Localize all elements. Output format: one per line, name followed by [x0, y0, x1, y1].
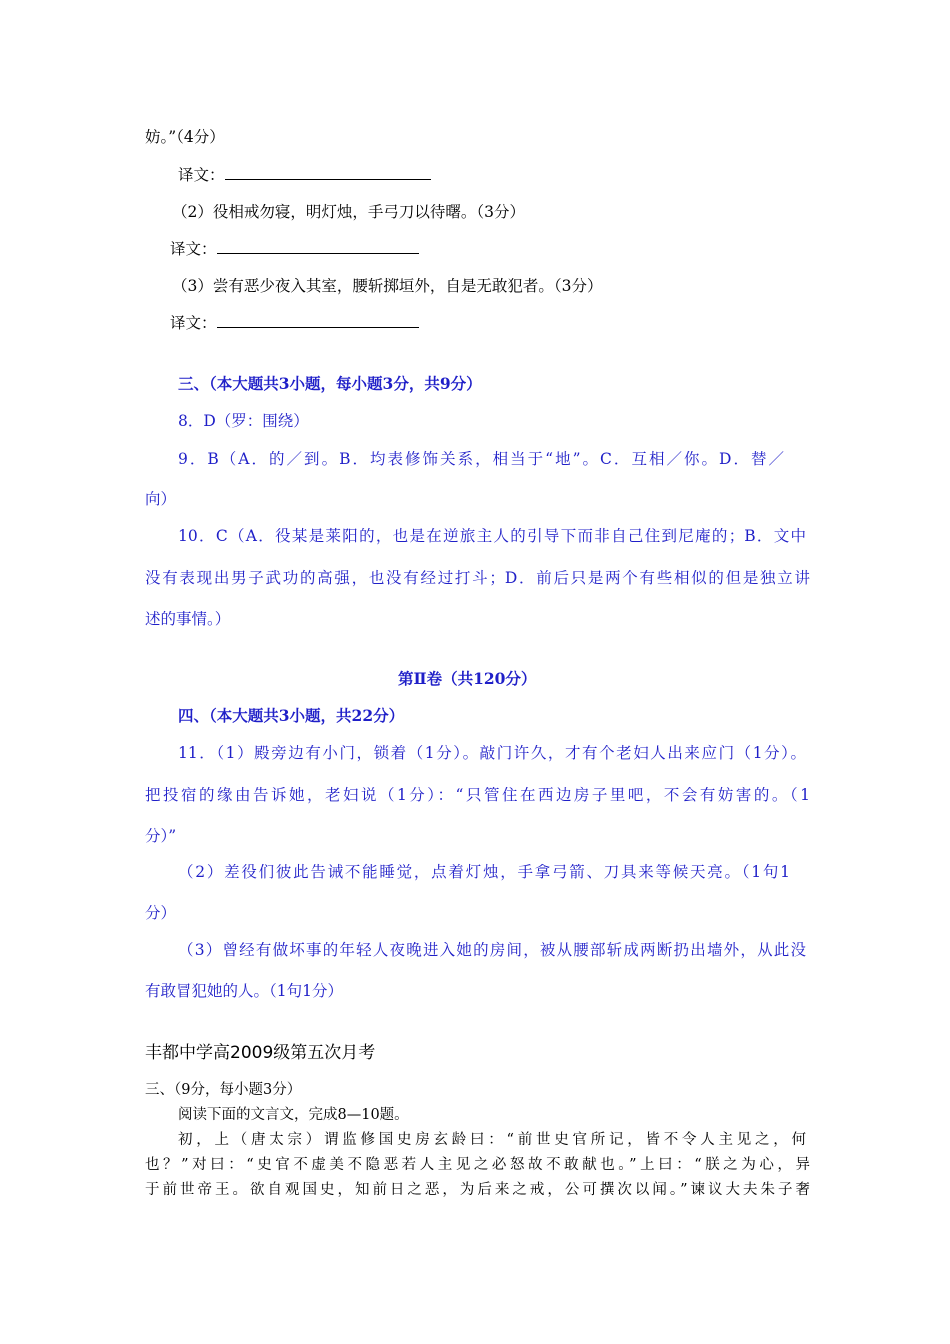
question-7-2: （2）役相戒勿寝，明灯烛，手弓刀以待曙。（3分）	[172, 203, 525, 221]
q7-tail-text: 妨。”（4分）	[145, 128, 225, 146]
passage-line-1: 初，上（唐太宗）谓监修国史房玄龄曰：“前世史官所记，皆不令人主见之，何	[178, 1132, 806, 1148]
answers-section-4-heading: 四、（本大题共3小题，共22分）	[178, 706, 405, 725]
part-2-title: 第Ⅱ卷（共120分）	[398, 669, 537, 688]
answer-11-3-line-1: （3）曾经有做坏事的年轻人夜晚进入她的房间，被从腰部斩成两断扔出墙外，从此没	[178, 941, 806, 959]
passage-line-2: 也？”对曰：“史官不虚美不隐恶若人主见之必怒故不敢献也。”上曰：“朕之为心，异	[145, 1157, 810, 1173]
translation-label: 译文：	[178, 166, 225, 184]
question-7-3: （3）尝有恶少夜入其室，腰斩掷垣外，自是无敢犯者。（3分）	[172, 277, 603, 295]
answer-10-line-1: 10．C（A．役某是莱阳的，也是在逆旅主人的引导下而非自己住到尼庵的；B．文中	[178, 527, 806, 545]
translation-label: 译文：	[170, 314, 217, 332]
answer-11-1-line-3: 分）”	[145, 827, 177, 845]
answer-11-2-line-2: 分）	[145, 904, 177, 922]
answer-11-1-line-2: 把投宿的缘由告诉她，老妇说（1分）：“只管住在西边房子里吧，不会有妨害的。（1	[145, 786, 810, 804]
exam-section-3-heading: 三、（9分，每小题3分）	[145, 1082, 302, 1098]
answer-9-line-1: 9．B（A．的／到。B．均表修饰关系，相当于“地”。C．互相／你。D．替／	[178, 450, 784, 468]
translation-label: 译文：	[170, 240, 217, 258]
translation-line-3	[170, 313, 419, 333]
passage-line-3: 于前世帝王。欲自观国史，知前日之恶，为后来之戒，公可撰次以闻。”谏议大夫朱子奢	[145, 1182, 810, 1198]
translation-line-2	[170, 239, 419, 259]
answer-11-3-line-2: 有敢冒犯她的人。（1句1分）	[145, 982, 343, 1000]
answer-10-line-2: 没有表现出男子武功的高强，也没有经过打斗；D．前后只是两个有些相似的但是独立讲	[145, 569, 810, 587]
answer-10-line-3: 述的事情。）	[145, 610, 231, 628]
answer-8: 8．D（罗：围绕）	[178, 412, 309, 430]
translation-line-1	[178, 165, 431, 185]
answers-section-3-heading: 三、（本大题共3小题，每小题3分，共9分）	[178, 374, 482, 393]
exam-title: 丰都中学高2009级第五次月考	[145, 1043, 376, 1063]
answer-9-line-2: 向）	[145, 490, 177, 508]
answer-11-1-line-1: 11．（1）殿旁边有小门，锁着（1分）。敲门许久，才有个老妇人出来应门（1分）。	[178, 744, 806, 762]
answer-11-2-line-1: （2）差役们彼此告诫不能睡觉，点着灯烛，手拿弓箭、刀具来等候天亮。（1句1	[178, 863, 790, 881]
translation-blank	[225, 165, 431, 180]
exam-instruction: 阅读下面的文言文，完成8—10题。	[178, 1107, 409, 1123]
translation-blank	[217, 313, 419, 328]
translation-blank	[217, 239, 419, 254]
